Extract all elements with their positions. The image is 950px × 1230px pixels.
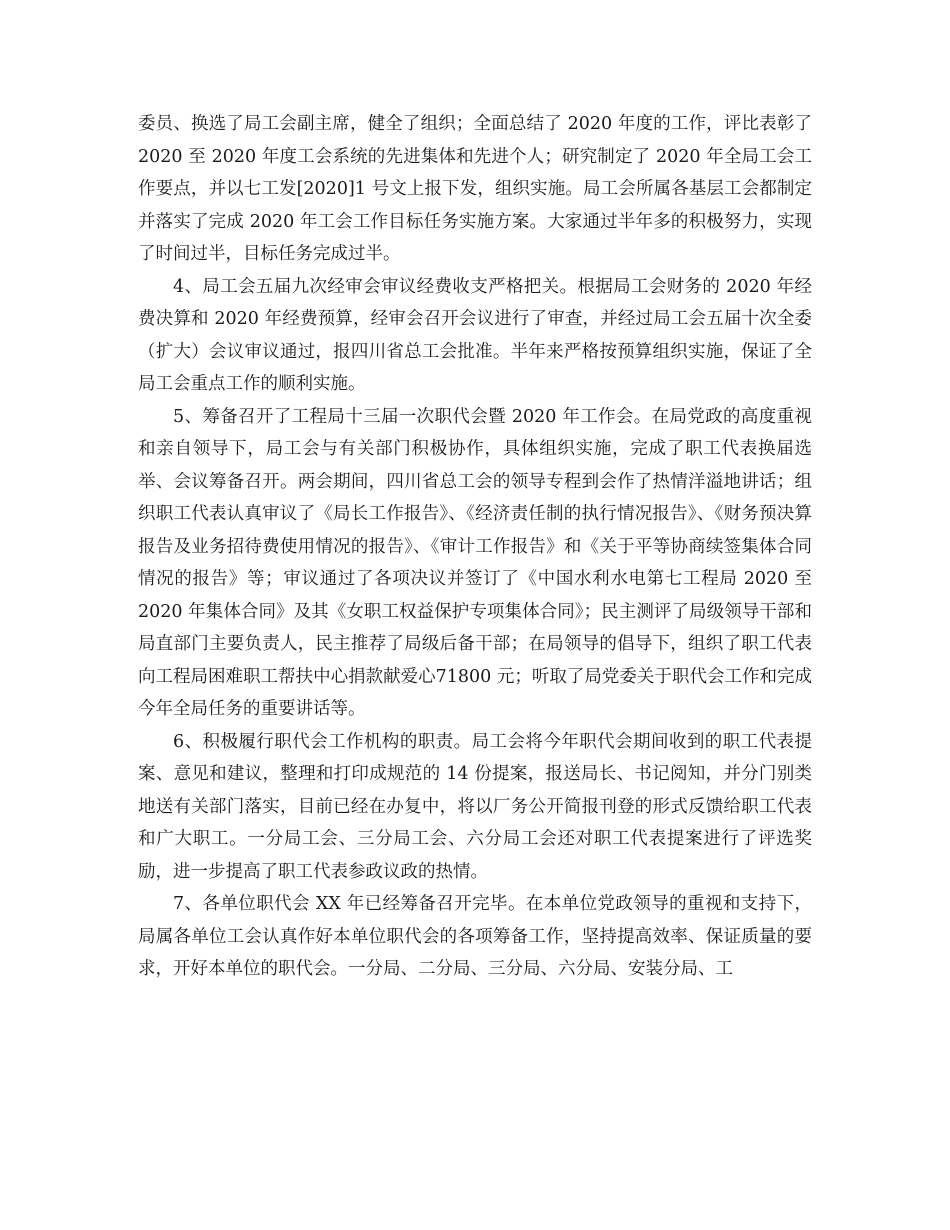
paragraph-item-5: 5、筹备召开了工程局十三届一次职代会暨 2020 年工作会。在局党政的高度重视和亲自领导下，局工会与有关部门积极协作，具体组织实施，完成了职工代表换届选举、会议筹备召开。两会期间，四川省总工会的领导专程到会作了热情洋溢地讲话；组织职工代表认真审议了《局长工作报告》、《经济责任制的执行情况报告》、《财务预决算报告及业务招待费使用情况的报告》、《审计工作报告》和《关于平等协商续签集体合同情况的报告》等；审议通过了各项决议并签订了《中国水利水电第七工程局 2020 至 2020 年集体合同》及其《女职工权益保护专项集体合同》；民主测评了局级领导干部和局直部门主要负责人，民主推荐了局级后备干部；在局领导的倡导下，组织了职工代表向工程局困难职工帮扶中心捐款献爱心71800 元；听取了局党委关于职代会工作和完成今年全局任务的重要讲话等。	[138, 406, 812, 719]
paragraph-item-4: 4、局工会五届九次经审会审议经费收支严格把关。根据局工会财务的 2020 年经费决算和 2020 年经费预算，经审会召开会议进行了审查，并经过局工会五届十次全委（扩大）会议审议通过，报四川省总工会批准。半年来严格按预算组织实施，保证了全局工会重点工作的顺利实施。	[138, 276, 812, 394]
document-body	[138, 108, 812, 986]
paragraph-continuation: 委员、换选了局工会副主席，健全了组织；全面总结了 2020 年度的工作，评比表彰了 2020 至 2020 年度工会系统的先进集体和先进个人；研究制定了 2020 年全局工会工作要点，并以七工发[2020]1 号文上报下发，组织实施。局工会所属各基层工会都制定并落实了完成 2020 年工会工作目标任务实施方案。大家通过半年多的积极努力，实现了时间过半，目标任务完成过半。	[138, 114, 812, 264]
paragraph-item-7: 7、各单位职代会 XX 年已经筹备召开完毕。在本单位党政领导的重视和支持下，局属各单位工会认真作好本单位职代会的各项筹备工作，坚持提高效率、保证质量的要求，开好本单位的职代会。一分局、二分局、三分局、六分局、安装分局、工	[138, 894, 812, 979]
paragraph-item-6: 6、积极履行职代会工作机构的职责。局工会将今年职代会期间收到的职工代表提案、意见和建议，整理和打印成规范的 14 份提案，报送局长、书记阅知，并分门别类地送有关部门落实，目前已经在办复中，将以厂务公开简报刊登的形式反馈给职工代表和广大职工。一分局工会、三分局工会、六分局工会还对职工代表提案进行了评选奖励，进一步提高了职工代表参政议政的热情。	[138, 731, 812, 882]
